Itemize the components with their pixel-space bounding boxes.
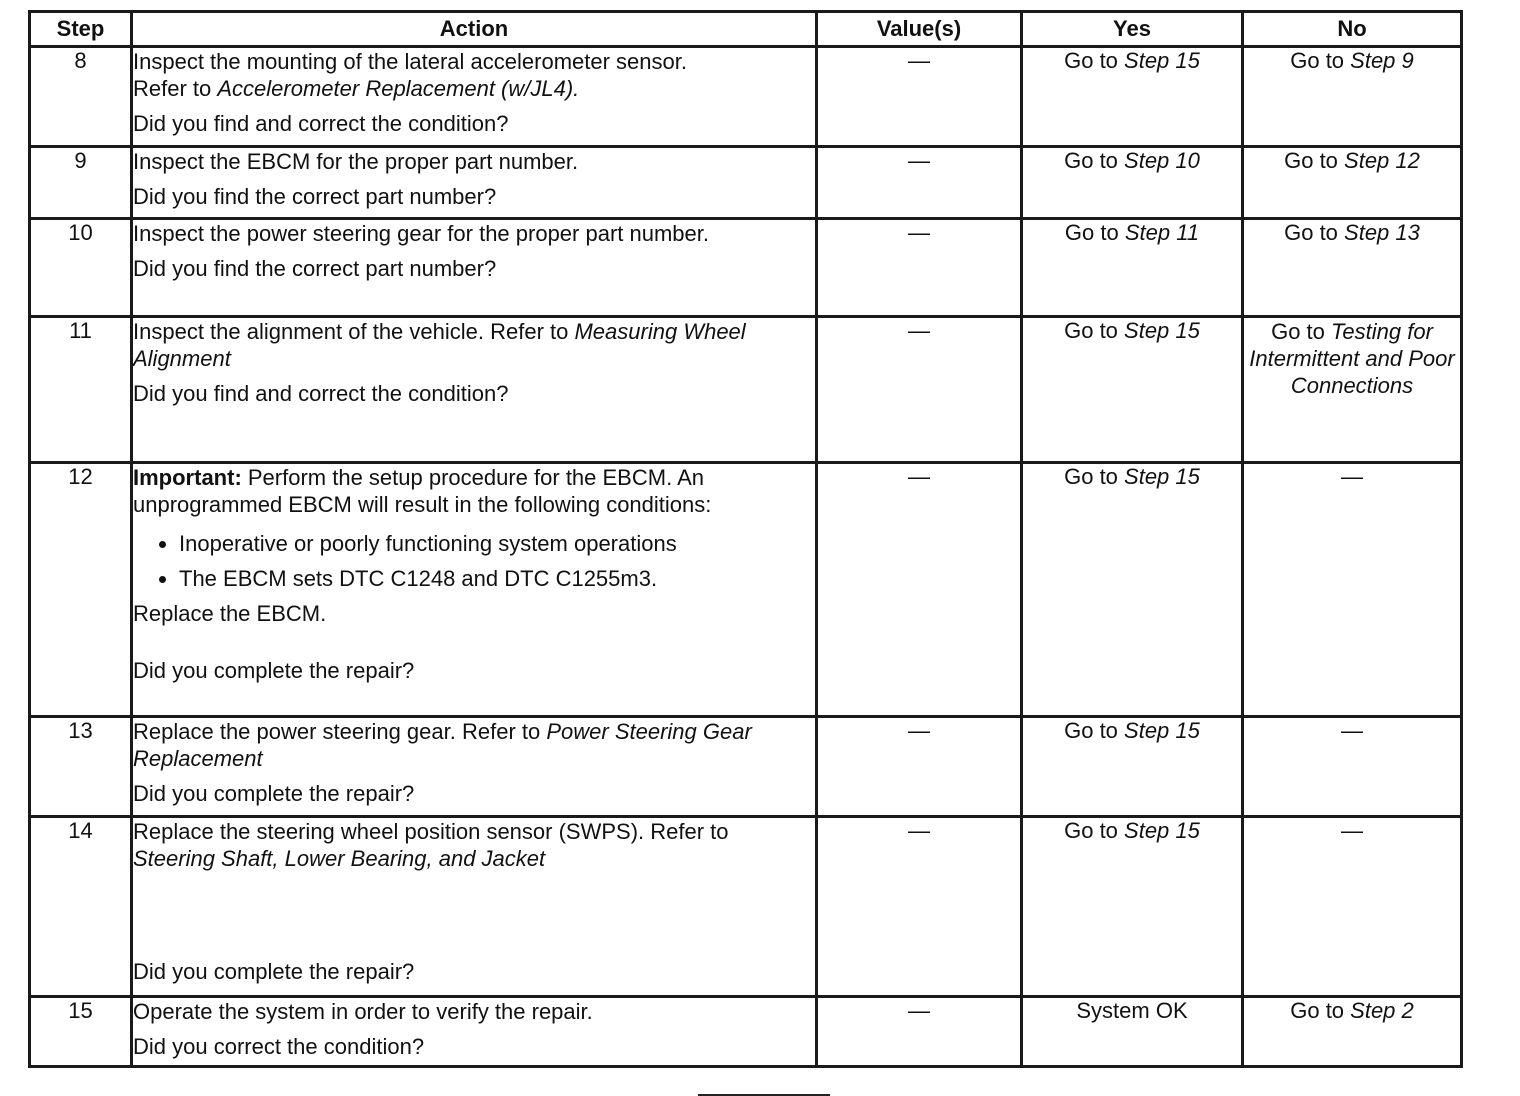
no-cell [1243, 317, 1462, 463]
yes-text: Go to [1064, 220, 1125, 245]
question-text: Did you complete the repair? [133, 658, 415, 683]
action-text: Refer to [133, 76, 218, 101]
table-row [30, 147, 1462, 219]
action-text: Inspect the mounting of the lateral accelerometer sensor. [133, 49, 687, 74]
step-number: 13 [30, 717, 132, 817]
reference-link[interactable]: Accelerometer Replacement (w/JL4). [217, 76, 580, 101]
value-dash: — [908, 48, 930, 73]
no-cell [1243, 219, 1462, 317]
question-text: Did you find and correct the condition? [133, 111, 509, 136]
value-dash: — [908, 464, 930, 489]
value-dash: — [908, 318, 930, 343]
yes-step-link[interactable]: Step 15 [1124, 464, 1200, 489]
header-values: Value(s) [817, 12, 1022, 47]
header-no: No [1243, 12, 1462, 47]
value-cell [817, 463, 1022, 717]
value-cell [817, 47, 1022, 147]
yes-text: System OK [1076, 998, 1188, 1023]
step-number: 12 [30, 463, 132, 717]
step-number: 10 [30, 219, 132, 317]
yes-cell [1022, 997, 1243, 1067]
diagnostic-table [28, 10, 1463, 1068]
yes-text: Go to [1064, 148, 1125, 173]
reference-link[interactable]: Steering Shaft, Lower Bearing, and Jacket [133, 846, 546, 871]
yes-text: Go to [1064, 48, 1125, 73]
important-label: Important: [133, 465, 242, 490]
step-number: 15 [30, 997, 132, 1067]
table-row [30, 317, 1462, 463]
no-text: Go to [1290, 998, 1351, 1023]
value-dash: — [908, 220, 930, 245]
header-action: Action [132, 12, 817, 47]
table-row [30, 463, 1462, 717]
yes-text: Go to [1064, 464, 1125, 489]
question-text: Did you find and correct the condition? [133, 381, 509, 406]
action-cell [132, 147, 817, 219]
list-item: • Inoperative or poorly functioning system operations [179, 526, 815, 561]
yes-cell [1022, 717, 1243, 817]
header-step: Step [30, 12, 132, 47]
no-cell [1243, 47, 1462, 147]
no-cell [1243, 463, 1462, 717]
no-step-link[interactable]: Step 12 [1344, 148, 1420, 173]
yes-text: Go to [1064, 818, 1125, 843]
yes-step-link[interactable]: Step 11 [1124, 220, 1200, 245]
yes-step-link[interactable]: Step 15 [1124, 718, 1200, 743]
no-step-link[interactable]: Step 2 [1350, 998, 1414, 1023]
yes-cell [1022, 317, 1243, 463]
action-cell [132, 463, 817, 717]
header-row [30, 12, 1462, 47]
reference-link[interactable]: Measuring Wheel Alignment [133, 319, 746, 371]
no-cell [1243, 147, 1462, 219]
action-text: Inspect the alignment of the vehicle. Refer to [133, 319, 575, 344]
action-cell [132, 817, 817, 997]
list-item: • The EBCM sets DTC C1248 and DTC C1255m3. [179, 561, 815, 596]
action-text [133, 318, 815, 372]
yes-cell [1022, 47, 1243, 147]
yes-text: Go to [1064, 718, 1125, 743]
question-text: Did you complete the repair? [133, 959, 415, 984]
action-text: Replace the power steering gear. Refer to [133, 719, 547, 744]
table-row [30, 817, 1462, 997]
no-text: Go to [1284, 148, 1345, 173]
no-dash: — [1341, 718, 1363, 743]
value-dash: — [908, 718, 930, 743]
step-number: 11 [30, 317, 132, 463]
yes-cell [1022, 463, 1243, 717]
yes-step-link[interactable]: Step 15 [1124, 48, 1200, 73]
value-dash: — [908, 818, 930, 843]
important-note [133, 464, 815, 518]
table-row [30, 219, 1462, 317]
table-row [30, 717, 1462, 817]
yes-text: Go to [1064, 318, 1125, 343]
action-text: Inspect the EBCM for the proper part number. [133, 149, 579, 174]
no-cell [1243, 817, 1462, 997]
yes-step-link[interactable]: Step 15 [1124, 818, 1200, 843]
yes-step-link[interactable]: Step 10 [1124, 148, 1200, 173]
no-dash: — [1341, 818, 1363, 843]
header-yes: Yes [1022, 12, 1243, 47]
action-cell [132, 219, 817, 317]
no-dash: — [1341, 464, 1363, 489]
step-number: 9 [30, 147, 132, 219]
no-step-link[interactable]: Step 13 [1344, 220, 1420, 245]
no-text: Go to [1271, 319, 1331, 344]
value-cell [817, 717, 1022, 817]
value-cell [817, 147, 1022, 219]
no-text: Go to [1284, 220, 1345, 245]
step-number: 8 [30, 47, 132, 147]
value-cell [817, 219, 1022, 317]
action-text: Inspect the power steering gear for the proper part number. [133, 221, 709, 246]
value-cell [817, 997, 1022, 1067]
value-dash: — [908, 998, 930, 1023]
action-text [133, 75, 815, 102]
action-text [133, 818, 815, 872]
yes-cell [1022, 219, 1243, 317]
no-text: Go to [1290, 48, 1351, 73]
reference-link[interactable]: Power Steering Gear Replacement [133, 719, 752, 771]
action-cell [132, 717, 817, 817]
step-number: 14 [30, 817, 132, 997]
yes-cell [1022, 147, 1243, 219]
question-text: Did you find the correct part number? [133, 256, 497, 281]
question-text: Did you correct the condition? [133, 1034, 425, 1059]
yes-cell [1022, 817, 1243, 997]
yes-step-link[interactable]: Step 15 [1124, 318, 1200, 343]
important-text: Perform the setup procedure for the EBCM. An unprogrammed EBCM will result in the following conditions: [133, 465, 712, 517]
action-text: Replace the steering wheel position sensor (SWPS). Refer to [133, 819, 729, 844]
no-cell [1243, 717, 1462, 817]
action-text: Operate the system in order to verify the repair. [133, 999, 593, 1024]
action-cell [132, 317, 817, 463]
no-cell [1243, 997, 1462, 1067]
value-cell [817, 317, 1022, 463]
question-text: Did you complete the repair? [133, 781, 415, 806]
no-reference-link[interactable]: Testing for Intermittent and Poor Connections [1249, 319, 1455, 398]
value-dash: — [908, 148, 930, 173]
table-row [30, 997, 1462, 1067]
action-text: Replace the EBCM. [133, 601, 327, 626]
no-step-link[interactable]: Step 9 [1350, 48, 1414, 73]
table-row [30, 47, 1462, 147]
action-text [133, 718, 815, 772]
condition-list [133, 526, 815, 596]
action-cell [132, 47, 817, 147]
question-text: Did you find the correct part number? [133, 184, 497, 209]
value-cell [817, 817, 1022, 997]
action-cell [132, 997, 817, 1067]
